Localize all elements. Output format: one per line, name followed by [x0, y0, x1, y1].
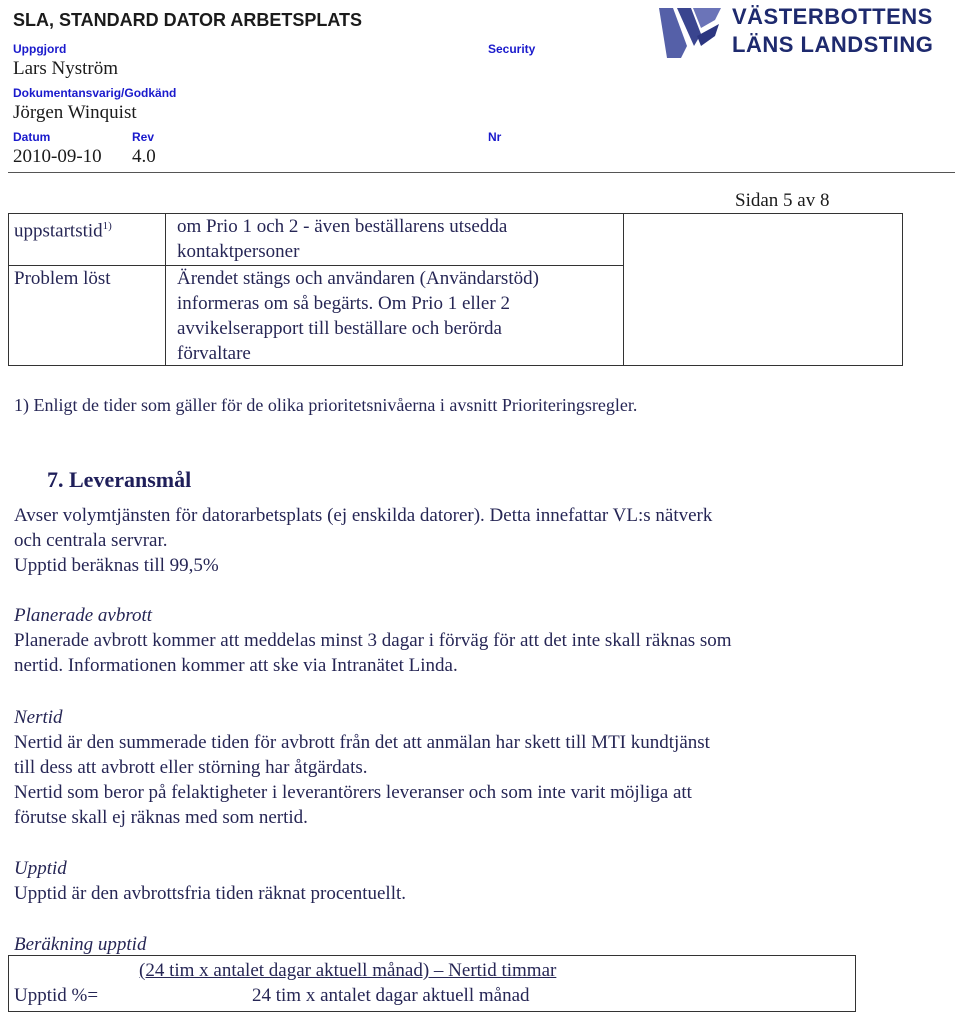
datum-label: Datum	[13, 130, 51, 144]
header-divider	[8, 172, 955, 173]
formula-numerator: (24 tim x antalet dagar aktuell månad) – Nertid timmar	[139, 960, 557, 981]
table-row-text: om Prio 1 och 2 - även beställarens utsedda kontaktpersoner	[177, 216, 508, 262]
intro-paragraph: Avser volymtjänsten för datorarbetsplats (ej enskilda datorer). Detta innefattar VL:s nätverk och centrala servrar. Upptid beräknas till 99,5%	[14, 505, 713, 576]
security-label: Security	[488, 42, 536, 56]
formula-denominator: 24 tim x antalet dagar aktuell månad	[252, 985, 530, 1006]
planerade-heading: Planerade avbrott	[14, 605, 153, 626]
landsting-logo-icon	[657, 6, 723, 65]
table-row-label: Problem löst	[14, 268, 111, 289]
upptid-heading: Upptid	[14, 858, 67, 879]
uppgjord-label: Uppgjord	[13, 42, 67, 56]
planerade-paragraph: Planerade avbrott kommer att meddelas minst 3 dagar i förväg för att det inte skall räknas som nertid. Informationen kommer att ske via Intranätet Linda.	[14, 630, 732, 676]
nr-label: Nr	[488, 130, 502, 144]
document-title: SLA, STANDARD DATOR ARBETSPLATS	[13, 10, 362, 30]
upptid-paragraph: Upptid är den avbrottsfria tiden räknat procentuellt.	[14, 883, 407, 904]
logo-line-1: VÄSTERBOTTENS	[732, 4, 933, 29]
logo-line-2: LÄNS LANDSTING	[732, 32, 934, 57]
nertid-heading: Nertid	[14, 707, 63, 728]
table-row-label: uppstartstid$^{1)}$	[14, 220, 112, 242]
nertid-paragraph: Nertid är den summerade tiden för avbrott från det att anmälan har skett till MTI kundtjänst till dess att avbrott eller störning har åtgärdats. Nertid som beror på felaktigheter i leverantörers leveranser och som inte varit möjliga att förutse skall ej räknas med som nertid.	[14, 732, 710, 828]
table-divider	[623, 213, 624, 366]
section-title: 7. Leveransmål	[47, 467, 192, 492]
godkand-value: Jörgen Winquist	[13, 102, 137, 123]
datum-value: 2010-09-10	[13, 146, 102, 167]
uppgjord-value: Lars Nyström	[13, 58, 119, 79]
formula-label: Upptid %=	[14, 985, 99, 1006]
rev-label: Rev	[132, 130, 155, 144]
footnote: 1) Enligt de tider som gäller för de olika prioritetsnivåerna i avsnitt Prioriteringsregler.	[14, 395, 638, 415]
berakning-heading: Beräkning upptid	[14, 934, 147, 955]
rev-value: 4.0	[132, 146, 156, 167]
table-row-text: Ärendet stängs och användaren (Användarstöd) informeras om så begärts. Om Prio 1 eller 2 avvikelserapport till beställare och berörda förvaltare	[177, 268, 539, 364]
page-number: Sidan 5 av 8	[735, 190, 830, 211]
godkand-label: Dokumentansvarig/Godkänd	[13, 86, 177, 100]
table-divider	[165, 213, 166, 366]
